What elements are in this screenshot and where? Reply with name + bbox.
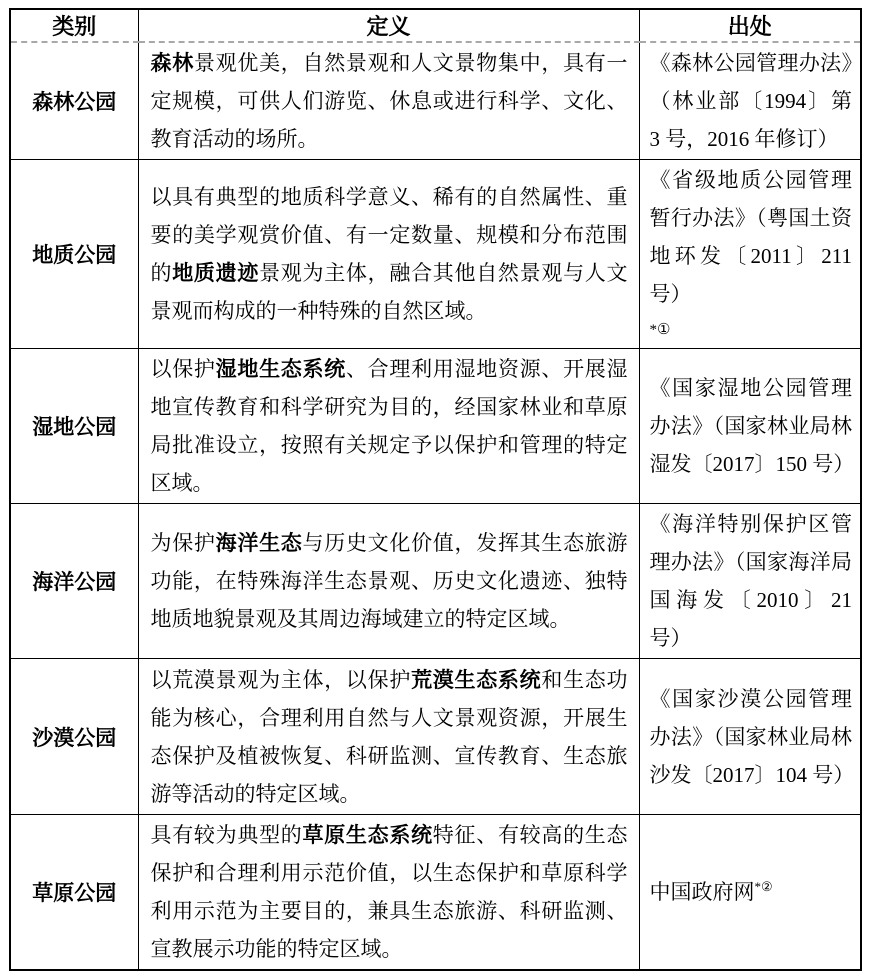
table-row	[10, 815, 861, 971]
category-cell: 森林公园	[10, 42, 138, 160]
header-source: 出处	[639, 9, 861, 42]
source-cell: 《森林公园管理办法》（林业部〔1994〕第 3 号，2016 年修订）	[639, 42, 861, 160]
source-cell: 中国政府网*②	[639, 815, 861, 971]
source-cell: 《省级地质公园管理暂行办法》（粤国土资地环发〔2011〕211 号） *①	[639, 160, 861, 349]
definition-cell: 森林景观优美，自然景观和人文景物集中，具有一定规模，可供人们游览、休息或进行科学、文化、教育活动的场所。	[138, 42, 639, 160]
table-row	[10, 659, 861, 815]
footnote-marker: *①	[649, 322, 671, 338]
source-cell: 《国家沙漠公园管理办法》（国家林业局林沙发〔2017〕104 号）	[639, 659, 861, 815]
source-cell: 《海洋特别保护区管理办法》（国家海洋局国海发〔2010〕21 号）	[639, 504, 861, 659]
definition-cell: 以保护湿地生态系统、合理利用湿地资源、开展湿地宣传教育和科学研究为目的，经国家林业和草原局批准设立，按照有关规定予以保护和管理的特定区域。	[138, 349, 639, 504]
footnote-marker: *②	[754, 879, 773, 894]
table-row	[10, 504, 861, 659]
header-definition: 定义	[138, 9, 639, 42]
table-body	[10, 42, 861, 970]
definition-cell: 为保护海洋生态与历史文化价值，发挥其生态旅游功能，在特殊海洋生态景观、历史文化遗迹、独特地质地貌景观及其周边海域建立的特定区域。	[138, 504, 639, 659]
definition-cell: 以具有典型的地质科学意义、稀有的自然属性、重要的美学观赏价值、有一定数量、规模和分布范围的地质遗迹景观为主体，融合其他自然景观与人文景观而构成的一种特殊的自然区域。	[138, 160, 639, 349]
category-cell: 沙漠公园	[10, 659, 138, 815]
table-row	[10, 349, 861, 504]
category-cell: 草原公园	[10, 815, 138, 971]
park-definitions-table	[9, 8, 862, 971]
category-cell: 海洋公园	[10, 504, 138, 659]
table-row	[10, 42, 861, 160]
definition-cell: 具有较为典型的草原生态系统特征、有较高的生态保护和合理利用示范价值，以生态保护和草原科学利用示范为主要目的，兼具生态旅游、科研监测、宣教展示功能的特定区域。	[138, 815, 639, 971]
source-cell: 《国家湿地公园管理办法》（国家林业局林湿发〔2017〕150 号）	[639, 349, 861, 504]
category-cell: 地质公园	[10, 160, 138, 349]
header-category: 类别	[10, 9, 138, 42]
table-row	[10, 160, 861, 349]
definition-cell: 以荒漠景观为主体，以保护荒漠生态系统和生态功能为核心，合理利用自然与人文景观资源，开展生态保护及植被恢复、科研监测、宣传教育、生态旅游等活动的特定区域。	[138, 659, 639, 815]
table-header-row	[10, 9, 861, 42]
category-cell: 湿地公园	[10, 349, 138, 504]
